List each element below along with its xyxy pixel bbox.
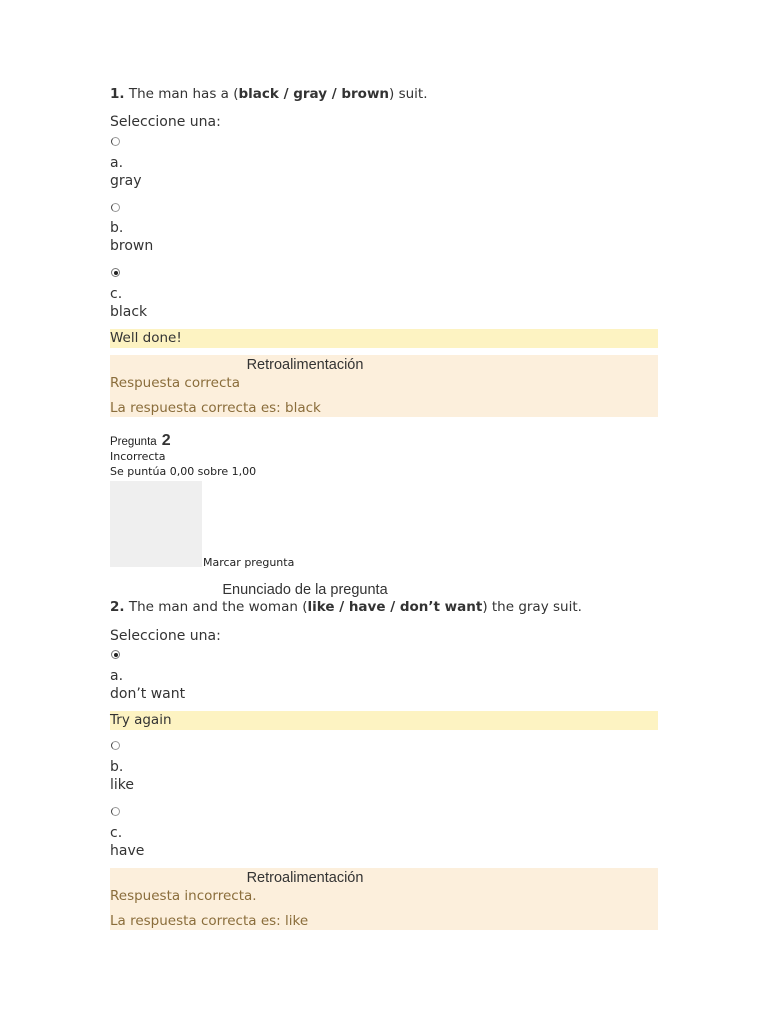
option-answer-b: brown	[110, 238, 154, 254]
radio-option-a[interactable]	[111, 137, 120, 146]
select-one-prompt: Seleccione una:	[110, 628, 221, 644]
feedback-title: Retroalimentación	[246, 357, 364, 373]
option-answer-c: have	[110, 843, 145, 859]
question-number: 1.	[110, 86, 125, 102]
option-letter-b: b.	[110, 759, 124, 775]
specific-feedback: Try again	[110, 711, 658, 730]
option-letter-c: c.	[110, 825, 123, 841]
option-letter-c: c.	[110, 286, 123, 302]
option-answer-a: gray	[110, 173, 142, 189]
option-answer-b: like	[110, 777, 135, 793]
question-1-text: 1. The man has a (black / gray / brown) suit.	[110, 86, 428, 102]
option-answer-a: don’t want	[110, 686, 186, 702]
question-number-large: 2	[161, 432, 171, 449]
radio-option-c[interactable]	[111, 807, 120, 816]
radio-option-c-selected[interactable]	[111, 268, 120, 277]
radio-option-a-selected[interactable]	[111, 650, 120, 659]
question-2-text: 2. The man and the woman (like / have / don’t want) the gray suit.	[110, 599, 582, 615]
question-options-inline: like / have / don’t want	[307, 599, 483, 615]
question-info-header	[110, 430, 171, 450]
option-letter-b: b.	[110, 220, 124, 236]
question-grade: Se puntúa 0,00 sobre 1,00	[110, 465, 257, 478]
question-label: Pregunta	[110, 436, 157, 448]
question-heading: Enunciado de la pregunta	[222, 582, 388, 598]
feedback-status: Respuesta incorrecta.	[110, 888, 257, 904]
general-feedback-box	[110, 355, 658, 417]
question-number: 2.	[110, 599, 125, 615]
option-letter-a: a.	[110, 155, 124, 171]
select-one-prompt: Seleccione una:	[110, 114, 221, 130]
feedback-right-answer: La respuesta correcta es: black	[110, 400, 321, 416]
flag-question-link[interactable]: Marcar pregunta	[203, 556, 295, 569]
radio-option-b[interactable]	[111, 203, 120, 212]
general-feedback-box	[110, 868, 658, 930]
feedback-right-answer: La respuesta correcta es: like	[110, 913, 309, 929]
option-answer-c: black	[110, 304, 148, 320]
question-state: Incorrecta	[110, 450, 166, 463]
flag-icon-placeholder[interactable]	[110, 481, 202, 567]
feedback-status: Respuesta correcta	[110, 375, 240, 391]
option-letter-a: a.	[110, 668, 124, 684]
question-options-inline: black / gray / brown	[238, 86, 390, 102]
specific-feedback: Well done!	[110, 329, 658, 348]
radio-option-b[interactable]	[111, 741, 120, 750]
feedback-title: Retroalimentación	[246, 870, 364, 886]
